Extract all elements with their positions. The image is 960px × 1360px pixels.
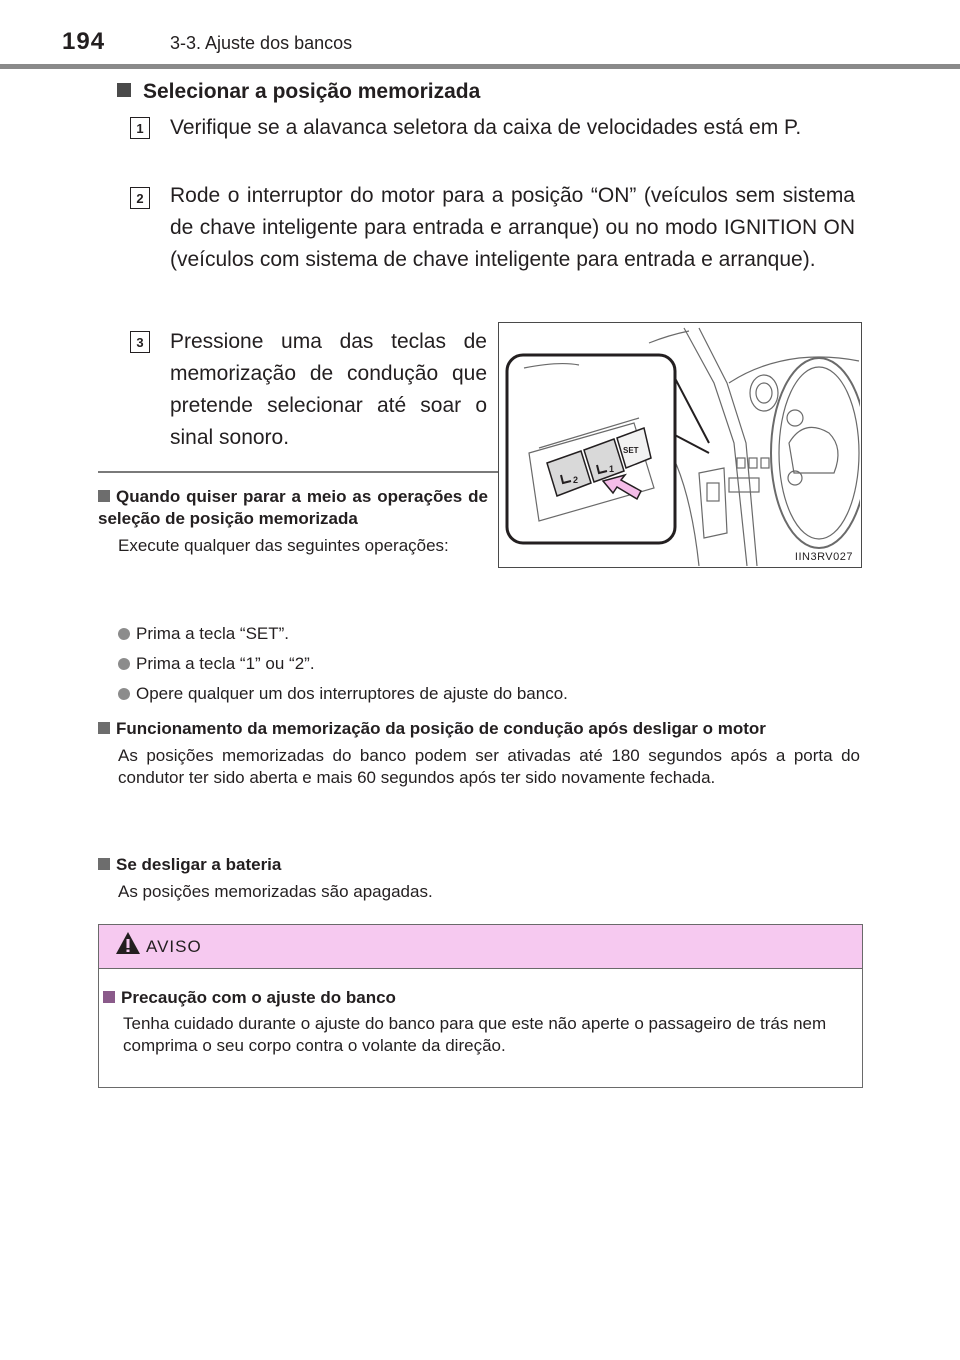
figure-memory-switch-illustration <box>498 322 862 568</box>
step-2-number-box: 2 <box>130 187 150 209</box>
key-set-label: SET <box>623 446 639 455</box>
step-1-number-box: 1 <box>130 117 150 139</box>
key-2-label: 2 <box>573 475 579 485</box>
square-bullet-icon <box>98 722 110 734</box>
square-bullet-icon <box>98 858 110 870</box>
memory-switch-drawing <box>499 323 860 566</box>
step-3-number-box: 3 <box>130 331 150 353</box>
square-bullet-icon <box>98 490 110 502</box>
square-bullet-icon <box>103 991 115 1003</box>
warning-label: AVISO <box>146 937 202 956</box>
note-1-title: Quando quiser parar a meio as operações de seleção de posição memorizada <box>98 487 488 528</box>
step-1-text: Verifique se a alavanca seletora da caixa de velocidades está em P. <box>170 116 802 139</box>
square-bullet-icon <box>117 83 131 97</box>
page-number: 194 <box>62 28 106 55</box>
warning-header <box>99 925 862 969</box>
header-rule <box>0 64 960 69</box>
step-3-text: Pressione uma das teclas de memorização de condução que pretende selecionar até soar o sinal sonoro. <box>170 330 487 449</box>
round-bullet-icon <box>118 628 130 640</box>
note-1-bullet-list <box>118 623 858 705</box>
warning-triangle-icon <box>115 931 141 955</box>
note-2-title: Funcionamento da memorização da posição de condução após desligar o motor <box>98 718 860 740</box>
notes-separator <box>98 471 498 473</box>
round-bullet-icon <box>118 688 130 700</box>
step-2-text: Rode o interruptor do motor para a posição “ON” (veículos sem sistema de chave inteligente para entrada e arranque) ou no modo IGNITION ON (veículos com sistema de chave inteligente para entrada e arranque). <box>170 184 855 271</box>
note-3-title: Se desligar a bateria <box>98 854 860 876</box>
warning-title: Precaução com o ajuste do banco <box>103 987 843 1009</box>
round-bullet-icon <box>118 658 130 670</box>
warning-body: Tenha cuidado durante o ajuste do banco para que este não aperte o passageiro de trás nem comprima o seu corpo contra o volante da direção. <box>123 1014 827 1055</box>
note-stop-selection <box>98 486 488 557</box>
note-3-body: As posições memorizadas são apagadas. <box>118 882 433 901</box>
list-item: Prima a tecla “1” ou “2”. <box>118 653 858 675</box>
note-memory-after-engine-off <box>98 718 860 789</box>
warning-content <box>103 987 843 1057</box>
warning-box <box>98 924 863 1088</box>
note-1-body: Execute qualquer das seguintes operações: <box>118 536 449 555</box>
section-title: Selecionar a posição memorizada <box>117 80 480 104</box>
list-item: Prima a tecla “SET”. <box>118 623 858 645</box>
note-battery-disconnect <box>98 854 860 903</box>
note-2-body: As posições memorizadas do banco podem ser ativadas até 180 segundos após a porta do condutor ter sido aberta e mais 60 segundos após ter sido novamente fechada. <box>118 746 860 787</box>
figure-code: IIN3RV027 <box>794 551 853 563</box>
list-item: Opere qualquer um dos interruptores de ajuste do banco. <box>118 683 858 705</box>
section-header-title: 3-3. Ajuste dos bancos <box>170 33 353 53</box>
key-1-label: 1 <box>609 464 615 474</box>
